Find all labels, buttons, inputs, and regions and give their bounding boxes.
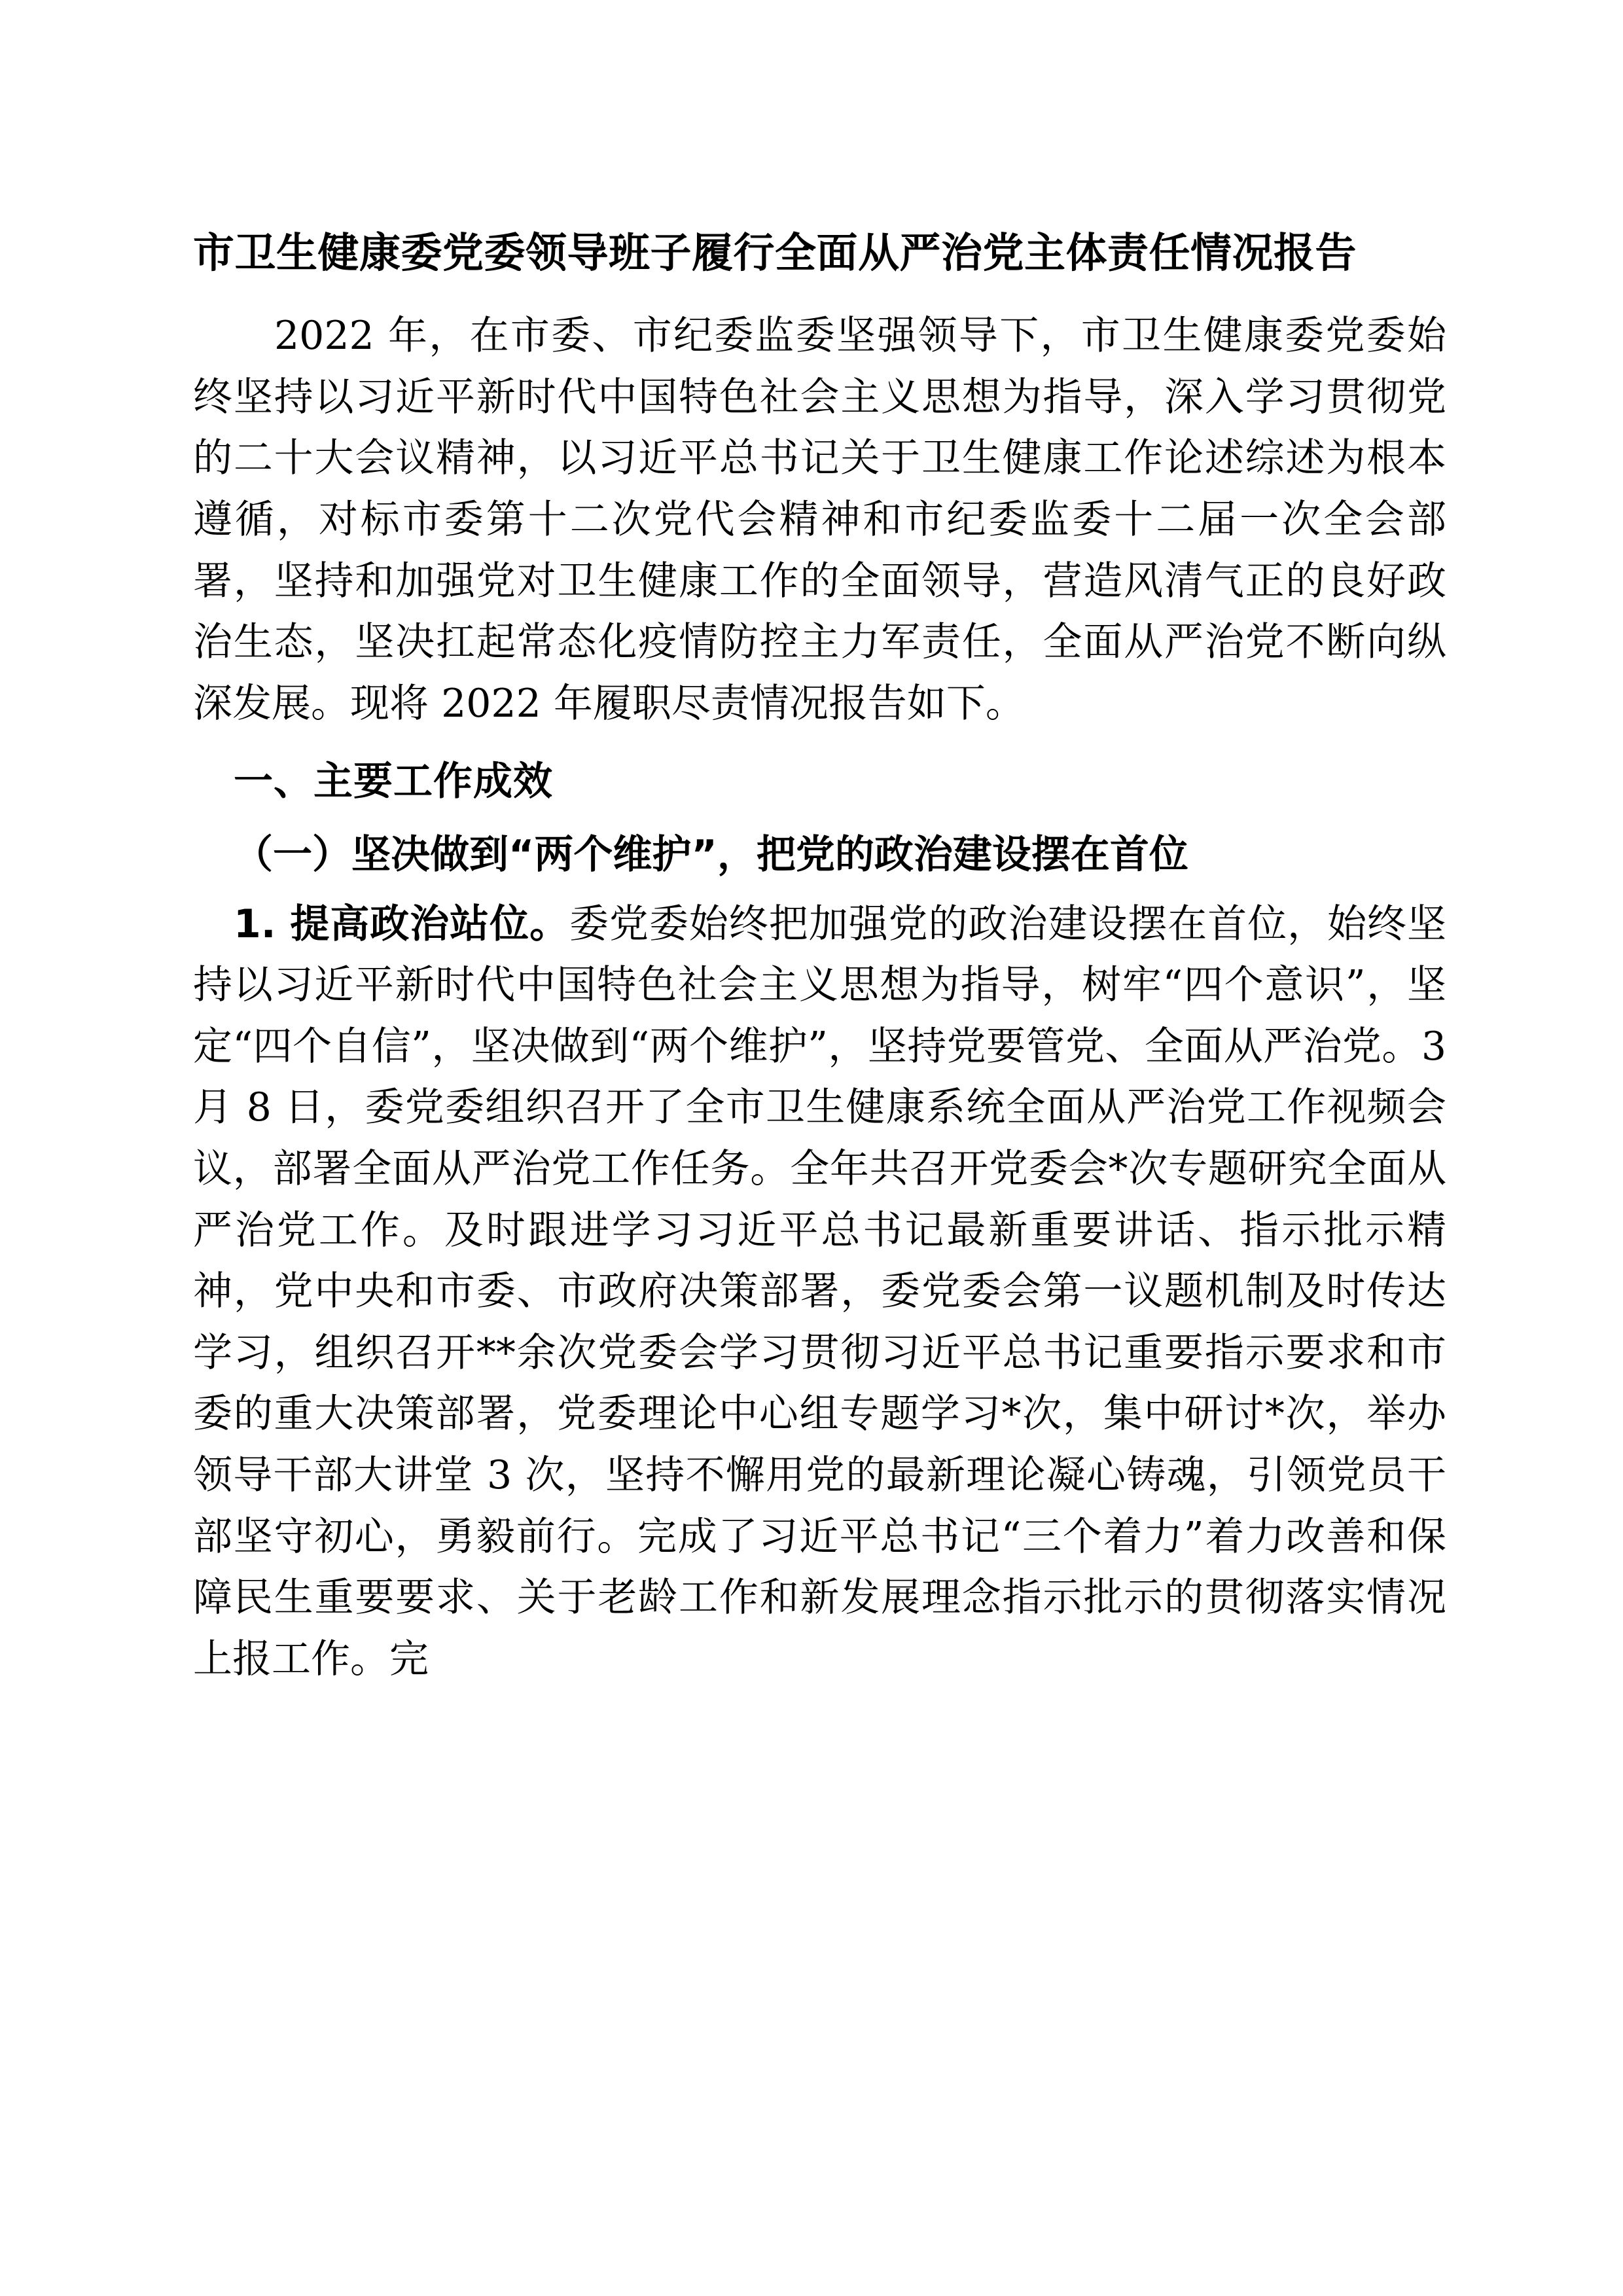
page-title: 市卫生健康委党委领导班子履行全面从严治党主体责任情况报告 — [193, 229, 1357, 277]
numbered-item-text: 委党委始终把加强党的政治建设摆在首位，始终坚持以习近平新时代中国特色社会主义思想为指导，树牢“四个意识”，坚定“四个自信”，坚决做到“两个维护”，坚持党要管党、全面从严治党。3 月 8 日，委党委组织召开了全市卫生健康系统全面从严治党工作视频会议，部署全面从严治党工作任务。全年共召开党委会*次专题研究全面从严治党工作。及时跟进学习习近平总书记最新重要讲话、指示批示精神，党中央和市委、市政府决策部署，委党委会第一议题机制及时传达学习，组织召开**余次党委会学习贯彻习近平总书记重要指示要求和市委的重大决策部署，党委理论中心组专题学习*次，集中研讨*次，举办领导干部大讲堂 3 次，坚持不懈用党的最新理论凝心铸魂，引领党员干部坚守初心，勇毅前行。完成了习近平总书记“三个着力”着力改善和保障民生重要要求、关于老龄工作和新发展理念指示批示的贯彻落实情况上报工作。完 — [193, 901, 1447, 1682]
section-heading: 一、主要工作成效 — [234, 759, 553, 805]
numbered-item-label: 1. 提高政治站位。 — [234, 901, 570, 947]
intro-paragraph: 2022 年，在市委、市纪委监委坚强领导下，市卫生健康委党委始终坚持以习近平新时代中国特色社会主义思想为指导，深入学习贯彻党的二十大会议精神，以习近平总书记关于卫生健康工作论述综述为根本遵循，对标市委第十二次党代会精神和市纪委监委十二届一次全会部署，坚持和加强党对卫生健康工作的全面领导，营造风清气正的良好政治生态，坚决扛起常态化疫情防控主力军责任，全面从严治党不断向纵深发展。现将 2022 年履职尽责情况报告如下。 — [193, 313, 1446, 726]
numbered-item-paragraph — [193, 894, 1446, 1691]
subsection-heading: （一）坚决做到“两个维护”，把党的政治建设摆在首位 — [234, 831, 1188, 878]
